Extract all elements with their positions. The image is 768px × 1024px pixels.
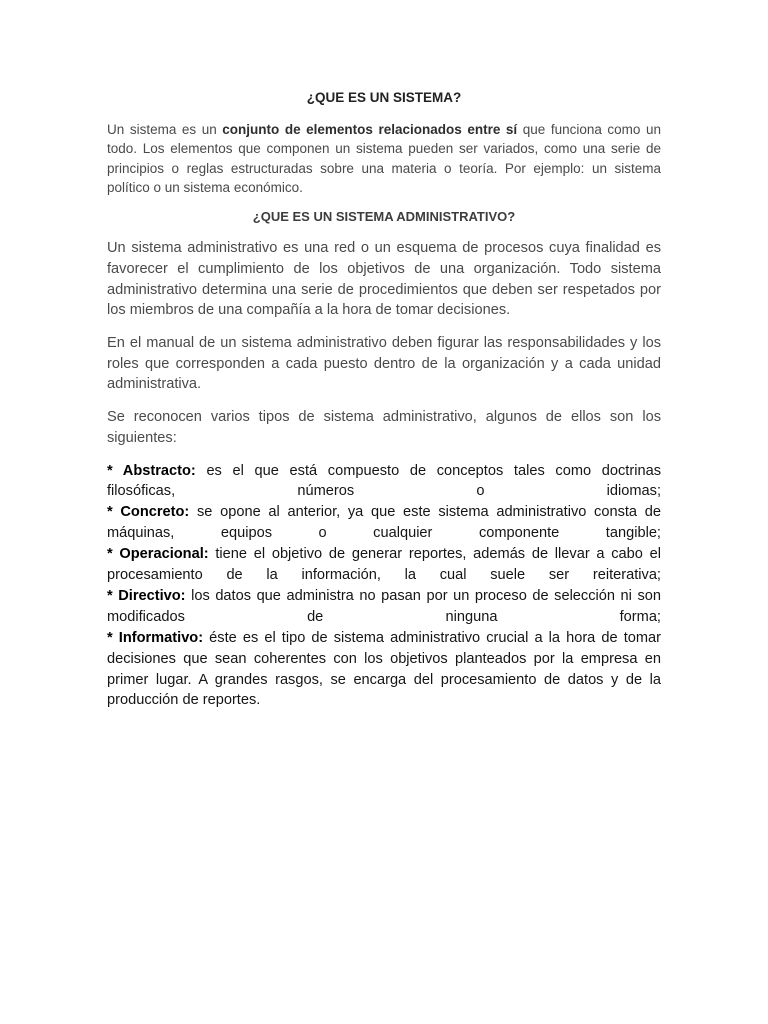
title-sistema-administrativo: ¿QUE ES UN SISTEMA ADMINISTRATIVO? bbox=[252, 209, 516, 225]
list-item-abstracto-line-2: filosóficas, números o idiomas; bbox=[107, 483, 661, 500]
list-item-concreto-line-2: máquinas, equipos o cualquier componente tangible; bbox=[107, 525, 661, 542]
list-item-abstracto-line-1 bbox=[107, 461, 661, 482]
term-operacional: * Operacional: bbox=[107, 546, 209, 563]
types-list bbox=[107, 461, 661, 712]
list-item-directivo-line-1 bbox=[107, 586, 661, 607]
concreto-text-1: se opone al anterior, ya que este sistema administrativo consta de bbox=[189, 504, 661, 521]
list-item-informativo-line-4: producción de reportes. bbox=[107, 692, 261, 709]
term-informativo: * Informativo: bbox=[107, 629, 204, 646]
directivo-text-1: los datos que administra no pasan por un proceso de selección ni son bbox=[185, 587, 661, 604]
intro-bold-phrase: conjunto de elementos relacionados entre sí bbox=[222, 122, 518, 137]
paragraph-types-intro: Se reconocen varios tipos de sistema administrativo, algunos de ellos son los siguientes: bbox=[107, 409, 661, 446]
list-item-informativo-line-2: decisiones que sean coherentes con los objetivos planteados por la empresa en bbox=[107, 650, 661, 667]
term-abstracto: * Abstracto: bbox=[107, 462, 196, 479]
paragraph-manual: En el manual de un sistema administrativo deben figurar las responsabilidades y los roles que corresponden a cada puesto dentro de la organización y a cada unidad administrativa. bbox=[107, 335, 661, 393]
list-item-informativo-line-1 bbox=[107, 628, 661, 649]
operacional-text-1: tiene el objetivo de generar reportes, además de llevar a cabo el bbox=[208, 546, 661, 563]
informativo-text-1: éste es el tipo de sistema administrativo crucial a la hora de tomar bbox=[203, 629, 661, 646]
list-item-operacional-line-2: procesamiento de la información, la cual suele ser reiterativa; bbox=[107, 567, 661, 584]
term-directivo: * Directivo: bbox=[107, 587, 186, 604]
abstracto-text-1: es el que está compuesto de conceptos tales como doctrinas bbox=[195, 462, 661, 479]
term-concreto: * Concreto: bbox=[107, 504, 190, 521]
paragraph-definition: Un sistema administrativo es una red o un esquema de procesos cuya finalidad es favorecer el cumplimiento de los objetivos de una organización. Todo sistema administrativo determina una serie de procedimientos que deben ser respetados por los miembros de una compañía a la hora de tomar decisiones. bbox=[107, 240, 661, 319]
document-page bbox=[107, 90, 661, 711]
list-item-concreto-line-1 bbox=[107, 502, 661, 523]
intro-text-end: que funciona como un todo. Los elementos que componen un sistema pueden ser variados, como una serie de principios o reglas estructuradas sobre una materia o teoría. Por ejemplo: un sistema político o un sistema económico. bbox=[107, 122, 662, 195]
title-que-es-un-sistema: ¿QUE ES UN SISTEMA? bbox=[306, 90, 462, 105]
intro-paragraph bbox=[107, 120, 661, 197]
intro-text-start: Un sistema es un bbox=[107, 122, 223, 137]
list-item-informativo-line-3: primer lugar. A grandes rasgos, se encarga del procesamiento de datos y de la bbox=[107, 671, 661, 688]
list-item-directivo-line-2: modificados de ninguna forma; bbox=[107, 608, 661, 625]
list-item-operacional-line-1 bbox=[107, 544, 661, 565]
